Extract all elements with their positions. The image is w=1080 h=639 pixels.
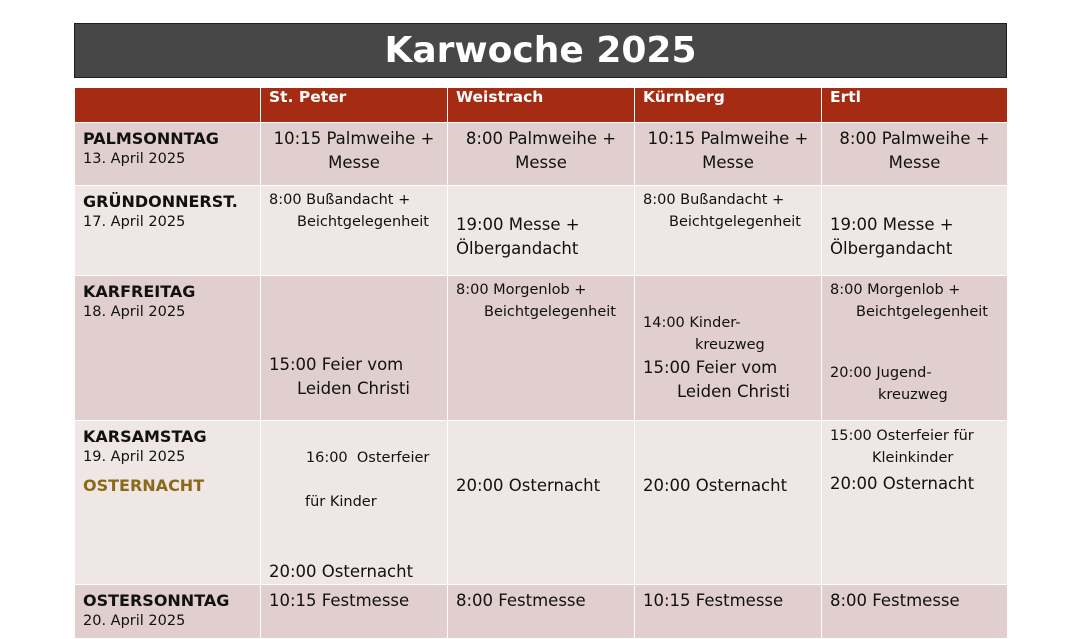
day-cell (75, 186, 261, 276)
service-entry (269, 425, 439, 557)
entry-line: 20:00 Jugend- (830, 365, 932, 381)
day-date: 20. April 2025 (83, 613, 186, 629)
service-entry: 8:00 Festmesse (456, 591, 586, 610)
cell-ertl (822, 276, 1008, 421)
service-entry (830, 279, 999, 323)
cell-kuernberg (635, 123, 822, 186)
service-entry (830, 425, 999, 469)
day-date: 17. April 2025 (83, 214, 186, 230)
cell-weistrach (448, 585, 635, 639)
column-header-day (75, 88, 261, 123)
cell-weistrach (448, 123, 635, 186)
entry-line: Ölbergandacht (456, 239, 579, 258)
table-row-karfreitag (75, 276, 1008, 421)
entry-line: Messe (328, 153, 380, 172)
cell-kuernberg (635, 276, 822, 421)
entry-line: 15:00 Feier vom (269, 355, 404, 374)
entry-line: 15:00 Osterfeier für (830, 428, 974, 444)
entry-line: 19:00 Messe + (456, 215, 580, 234)
service-entry (456, 127, 626, 175)
table-row-palmsonntag (75, 123, 1008, 186)
day-date: 13. April 2025 (83, 151, 186, 167)
service-entry (269, 353, 439, 401)
day-name: KARSAMSTAG (83, 427, 207, 446)
day-cell (75, 123, 261, 186)
service-entry (830, 362, 999, 406)
service-entry: 20:00 Osternacht (830, 474, 975, 493)
table-header-row (75, 88, 1008, 123)
entry-line: kreuzweg (695, 337, 765, 353)
cell-ertl (822, 421, 1008, 585)
service-entry (643, 356, 813, 404)
service-entry: 20:00 Osternacht (269, 562, 414, 581)
day-name: KARFREITAG (83, 282, 196, 301)
cell-kuernberg (635, 186, 822, 276)
day-cell (75, 585, 261, 639)
entry-line: Leiden Christi (297, 379, 410, 398)
entry-line: 8:00 Palmweihe + (839, 129, 990, 148)
entry-line: Messe (888, 153, 941, 172)
cell-kuernberg (635, 585, 822, 639)
cell-kuernberg (635, 421, 822, 585)
column-header-st-peter: St. Peter (261, 88, 448, 123)
service-entry: 10:15 Festmesse (643, 591, 784, 610)
entry-line: Beichtgelegenheit (856, 304, 988, 320)
service-entry (830, 127, 999, 175)
entry-line: 8:00 Morgenlob + (830, 282, 961, 298)
entry-line: 8:00 Morgenlob + (456, 282, 587, 298)
table-row-gruendonnerstag (75, 186, 1008, 276)
service-entry (269, 127, 439, 175)
cell-st-peter (261, 186, 448, 276)
cell-ertl (822, 186, 1008, 276)
entry-line: 8:00 Bußandacht + (643, 192, 785, 208)
service-entry (643, 312, 813, 356)
entry-line: 15:00 Feier vom (643, 358, 778, 377)
cell-weistrach (448, 276, 635, 421)
service-entry: 8:00 Festmesse (830, 591, 960, 610)
entry-line: Messe (515, 153, 567, 172)
entry-line: Beichtgelegenheit (484, 304, 616, 320)
entry-line: 10:15 Palmweihe + (273, 129, 435, 148)
entry-line: für Kinder (305, 494, 377, 510)
column-header-ertl: Ertl (822, 88, 1008, 123)
cell-weistrach (448, 186, 635, 276)
schedule-table (74, 87, 1008, 639)
entry-line: Leiden Christi (677, 382, 790, 401)
cell-ertl (822, 585, 1008, 639)
day-name: PALMSONNTAG (83, 129, 219, 148)
service-entry: 20:00 Osternacht (643, 476, 788, 495)
day-cell (75, 276, 261, 421)
service-entry (456, 213, 626, 261)
service-entry (269, 189, 439, 233)
service-entry (643, 127, 813, 175)
entry-line: Beichtgelegenheit (669, 214, 801, 230)
service-entry (643, 189, 813, 233)
service-entry (456, 279, 626, 323)
entry-line: 8:00 Bußandacht + (269, 192, 411, 208)
page-title: Karwoche 2025 (384, 30, 697, 71)
service-entry: 20:00 Osternacht (456, 476, 601, 495)
entry-line: 8:00 Palmweihe + (465, 129, 617, 148)
cell-ertl (822, 123, 1008, 186)
day-date: 19. April 2025 (83, 449, 186, 465)
day-name: GRÜNDONNERST. (83, 192, 238, 211)
entry-line: 10:15 Palmweihe + (647, 129, 809, 148)
column-header-weistrach: Weistrach (448, 88, 635, 123)
title-bar (74, 23, 1007, 78)
table-row-karsamstag (75, 421, 1008, 585)
entry-line: 19:00 Messe + (830, 215, 954, 234)
cell-st-peter (261, 276, 448, 421)
entry-line: kreuzweg (878, 387, 948, 403)
entry-line: Ölbergandacht (830, 239, 953, 258)
entry-line: 14:00 Kinder- (643, 315, 741, 331)
day-name: OSTERSONNTAG (83, 591, 230, 610)
cell-st-peter (261, 421, 448, 585)
column-header-kuernberg: Kürnberg (635, 88, 822, 123)
service-entry: 10:15 Festmesse (269, 591, 410, 610)
cell-weistrach (448, 421, 635, 585)
osternacht-label: OSTERNACHT (83, 476, 205, 495)
entry-line: Beichtgelegenheit (297, 214, 429, 230)
entry-line: 16:00 Osterfeier (305, 450, 430, 466)
cell-st-peter (261, 123, 448, 186)
table-row-ostersonntag (75, 585, 1008, 639)
day-cell (75, 421, 261, 585)
cell-st-peter (261, 585, 448, 639)
entry-line: Kleinkinder (872, 450, 954, 466)
service-entry (830, 213, 999, 261)
day-date: 18. April 2025 (83, 304, 186, 320)
entry-line: Messe (702, 153, 754, 172)
